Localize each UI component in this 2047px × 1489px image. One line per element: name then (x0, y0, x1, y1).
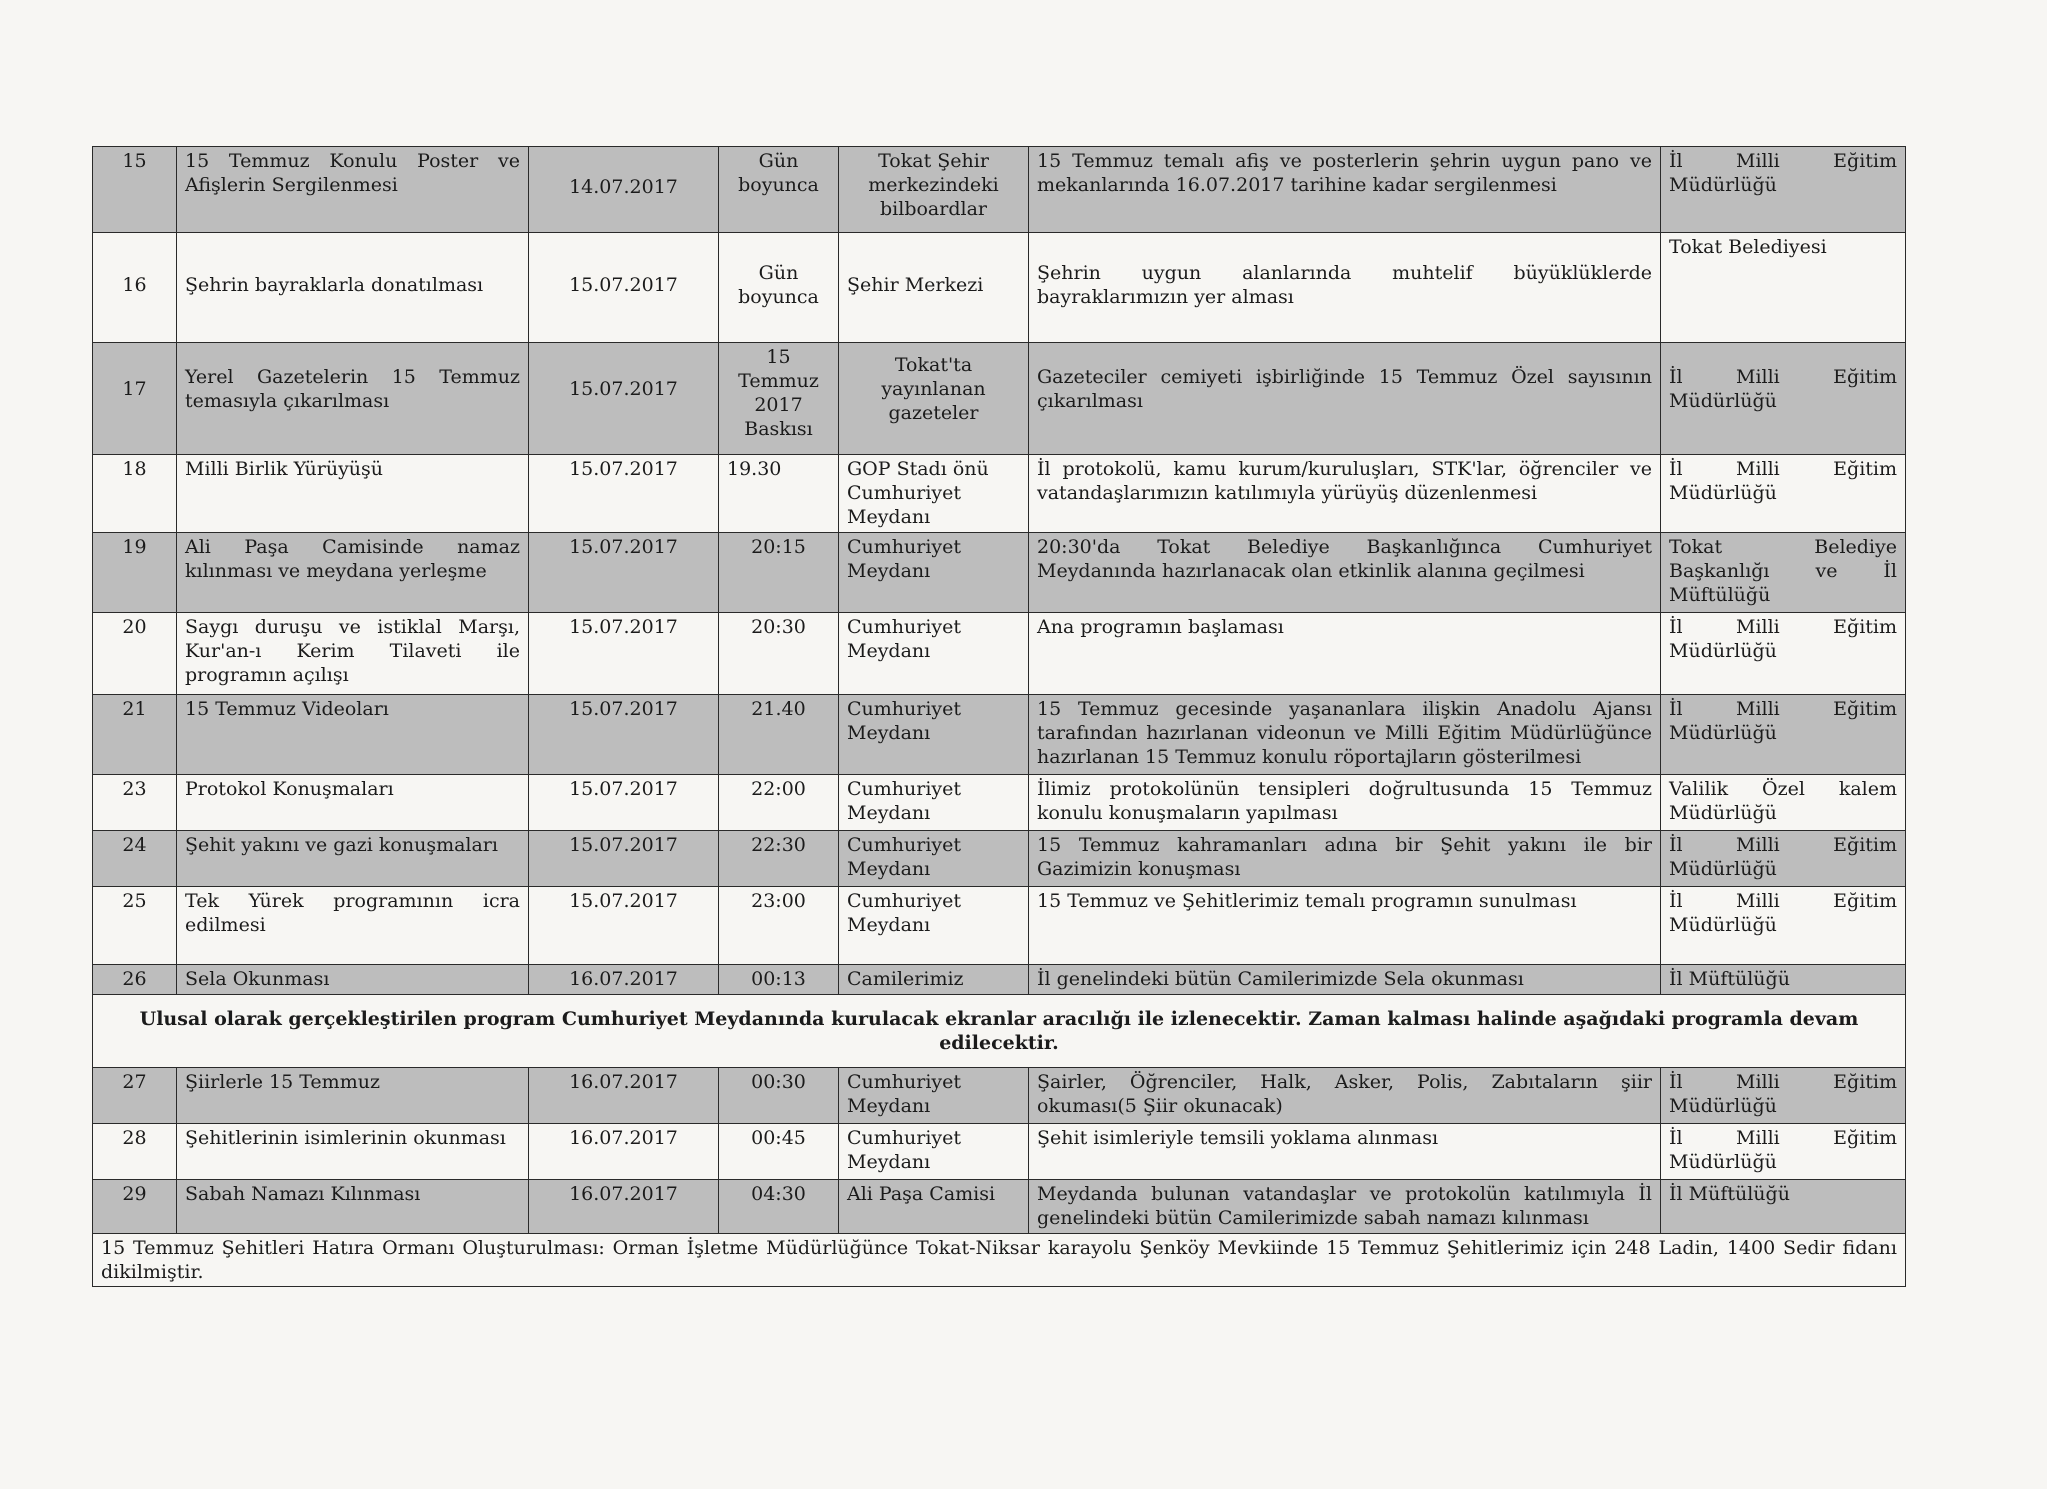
table-row (93, 533, 1906, 613)
activity-cell: Şehit yakını ve gazi konuşmaları (177, 831, 529, 887)
description-cell: Meydanda bulunan vatandaşlar ve protokolün katılımıyla İl genelindeki bütün Camilerimizde sabah namazı kılınması (1029, 1180, 1661, 1234)
description-cell: Gazeteciler cemiyeti işbirliğinde 15 Temmuz Özel sayısının çıkarılması (1029, 343, 1661, 455)
description-cell: İl genelindeki bütün Camilerimizde Sela okunması (1029, 965, 1661, 995)
description-cell: İlimiz protokolünün tensipleri doğrultusunda 15 Temmuz konulu konuşmaların yapılması (1029, 775, 1661, 831)
time-cell: 20:30 (719, 613, 839, 695)
responsible-cell: İl Milli Eğitim Müdürlüğü (1661, 613, 1906, 695)
place-cell: Cumhuriyet Meydanı (839, 613, 1029, 695)
national-program-banner: Ulusal olarak gerçekleştirilen program Cumhuriyet Meydanında kurulacak ekranlar aracılığı ile izlenecektir. Zaman kalması halinde aşağıdaki programla devam edilecektir. (93, 995, 1906, 1068)
description-cell: İl protokolü, kamu kurum/kuruluşları, STK'lar, öğrenciler ve vatandaşlarımızın katılımıyla yürüyüş düzenlenmesi (1029, 455, 1661, 533)
row-number: 25 (93, 887, 177, 965)
time-cell: 04:30 (719, 1180, 839, 1234)
table-row (93, 965, 1906, 995)
time-cell: 23:00 (719, 887, 839, 965)
row-number: 28 (93, 1124, 177, 1180)
activity-cell: 15 Temmuz Videoları (177, 695, 529, 775)
date-cell: 16.07.2017 (529, 1180, 719, 1234)
table-row (93, 831, 1906, 887)
responsible-cell: İl Müftülüğü (1661, 965, 1906, 995)
responsible-cell: Tokat Belediye Başkanlığı ve İl Müftülüğü (1661, 533, 1906, 613)
responsible-cell: İl Milli Eğitim Müdürlüğü (1661, 887, 1906, 965)
description-cell: Şairler, Öğrenciler, Halk, Asker, Polis, Zabıtaların şiir okuması(5 Şiir okunacak) (1029, 1068, 1661, 1124)
time-cell: 15 Temmuz 2017 Baskısı (719, 343, 839, 455)
place-cell: Tokat'ta yayınlanan gazeteler (839, 343, 1029, 455)
description-cell: 15 Temmuz ve Şehitlerimiz temalı programın sunulması (1029, 887, 1661, 965)
time-cell: 19.30 (719, 455, 839, 533)
activity-cell: Sela Okunması (177, 965, 529, 995)
activity-cell: Ali Paşa Camisinde namaz kılınması ve meydana yerleşme (177, 533, 529, 613)
place-cell: Cumhuriyet Meydanı (839, 1124, 1029, 1180)
date-cell: 14.07.2017 (529, 147, 719, 233)
time-cell: Gün boyunca (719, 233, 839, 343)
activity-cell: Şiirlerle 15 Temmuz (177, 1068, 529, 1124)
date-cell: 15.07.2017 (529, 695, 719, 775)
date-cell: 15.07.2017 (529, 831, 719, 887)
time-cell: 00:13 (719, 965, 839, 995)
row-number: 29 (93, 1180, 177, 1234)
date-cell: 16.07.2017 (529, 1124, 719, 1180)
row-number: 27 (93, 1068, 177, 1124)
responsible-cell: Tokat Belediyesi (1661, 233, 1906, 343)
time-cell: 20:15 (719, 533, 839, 613)
row-number: 15 (93, 147, 177, 233)
place-cell: Cumhuriyet Meydanı (839, 695, 1029, 775)
row-number: 16 (93, 233, 177, 343)
date-cell: 16.07.2017 (529, 1068, 719, 1124)
date-cell: 15.07.2017 (529, 455, 719, 533)
responsible-cell: İl Müftülüğü (1661, 1180, 1906, 1234)
place-cell: Tokat Şehir merkezindeki bilboardlar (839, 147, 1029, 233)
time-cell: 21.40 (719, 695, 839, 775)
description-cell: Ana programın başlaması (1029, 613, 1661, 695)
table-row (93, 887, 1906, 965)
responsible-cell: İl Milli Eğitim Müdürlüğü (1661, 1124, 1906, 1180)
memorial-forest-note: 15 Temmuz Şehitleri Hatıra Ormanı Oluşturulması: Orman İşletme Müdürlüğünce Tokat-Niksar karayolu Şenköy Mevkiinde 15 Temmuz Şehitlerimiz için 248 Ladin, 1400 Sedir fidanı dikilmiştir. (93, 1234, 1906, 1287)
description-cell: 15 Temmuz temalı afiş ve posterlerin şehrin uygun pano ve mekanlarında 16.07.2017 tarihine kadar sergilenmesi (1029, 147, 1661, 233)
table-row (93, 613, 1906, 695)
responsible-cell: İl Milli Eğitim Müdürlüğü (1661, 455, 1906, 533)
activity-cell: Milli Birlik Yürüyüşü (177, 455, 529, 533)
responsible-cell: İl Milli Eğitim Müdürlüğü (1661, 343, 1906, 455)
table-row (93, 695, 1906, 775)
table-row (93, 233, 1906, 343)
place-cell: GOP Stadı önü Cumhuriyet Meydanı (839, 455, 1029, 533)
activity-cell: Yerel Gazetelerin 15 Temmuz temasıyla çıkarılması (177, 343, 529, 455)
date-cell: 15.07.2017 (529, 533, 719, 613)
row-number: 26 (93, 965, 177, 995)
place-cell: Cumhuriyet Meydanı (839, 887, 1029, 965)
place-cell: Cumhuriyet Meydanı (839, 775, 1029, 831)
place-cell: Camilerimiz (839, 965, 1029, 995)
date-cell: 15.07.2017 (529, 233, 719, 343)
responsible-cell: İl Milli Eğitim Müdürlüğü (1661, 831, 1906, 887)
table-row (93, 775, 1906, 831)
table-row (93, 343, 1906, 455)
row-number: 20 (93, 613, 177, 695)
row-number: 17 (93, 343, 177, 455)
activity-cell: Şehrin bayraklarla donatılması (177, 233, 529, 343)
activity-cell: Tek Yürek programının icra edilmesi (177, 887, 529, 965)
activity-cell: Protokol Konuşmaları (177, 775, 529, 831)
description-cell: 20:30'da Tokat Belediye Başkanlığınca Cumhuriyet Meydanında hazırlanacak olan etkinlik alanına geçilmesi (1029, 533, 1661, 613)
table-row (93, 1124, 1906, 1180)
place-cell: Ali Paşa Camisi (839, 1180, 1029, 1234)
row-number: 19 (93, 533, 177, 613)
time-cell: 22:00 (719, 775, 839, 831)
row-number: 18 (93, 455, 177, 533)
table-row (93, 455, 1906, 533)
table-row (93, 1068, 1906, 1124)
place-cell: Şehir Merkezi (839, 233, 1029, 343)
row-number: 24 (93, 831, 177, 887)
program-table (92, 146, 1906, 1287)
place-cell: Cumhuriyet Meydanı (839, 831, 1029, 887)
banner-row (93, 995, 1906, 1068)
time-cell: 00:30 (719, 1068, 839, 1124)
row-number: 21 (93, 695, 177, 775)
program-document (92, 146, 1905, 1287)
table-row (93, 147, 1906, 233)
date-cell: 15.07.2017 (529, 887, 719, 965)
time-cell: 00:45 (719, 1124, 839, 1180)
place-cell: Cumhuriyet Meydanı (839, 1068, 1029, 1124)
responsible-cell: İl Milli Eğitim Müdürlüğü (1661, 695, 1906, 775)
description-cell: Şehit isimleriyle temsili yoklama alınması (1029, 1124, 1661, 1180)
time-cell: 22:30 (719, 831, 839, 887)
time-cell: Gün boyunca (719, 147, 839, 233)
date-cell: 15.07.2017 (529, 775, 719, 831)
responsible-cell: İl Milli Eğitim Müdürlüğü (1661, 147, 1906, 233)
date-cell: 15.07.2017 (529, 343, 719, 455)
description-cell: 15 Temmuz kahramanları adına bir Şehit yakını ile bir Gazimizin konuşması (1029, 831, 1661, 887)
row-number: 23 (93, 775, 177, 831)
footer-row (93, 1234, 1906, 1287)
table-row (93, 1180, 1906, 1234)
activity-cell: Sabah Namazı Kılınması (177, 1180, 529, 1234)
date-cell: 15.07.2017 (529, 613, 719, 695)
description-cell: 15 Temmuz gecesinde yaşananlara ilişkin Anadolu Ajansı tarafından hazırlanan videonun ve Milli Eğitim Müdürlüğünce hazırlanan 15 Temmuz konulu röportajların gösterilmesi (1029, 695, 1661, 775)
activity-cell: Şehitlerinin isimlerinin okunması (177, 1124, 529, 1180)
program-table-body (93, 147, 1906, 1287)
responsible-cell: Valilik Özel kalem Müdürlüğü (1661, 775, 1906, 831)
activity-cell: Saygı duruşu ve istiklal Marşı, Kur'an-ı Kerim Tilaveti ile programın açılışı (177, 613, 529, 695)
date-cell: 16.07.2017 (529, 965, 719, 995)
description-cell: Şehrin uygun alanlarında muhtelif büyüklüklerde bayraklarımızın yer alması (1029, 233, 1661, 343)
responsible-cell: İl Milli Eğitim Müdürlüğü (1661, 1068, 1906, 1124)
activity-cell: 15 Temmuz Konulu Poster ve Afişlerin Sergilenmesi (177, 147, 529, 233)
place-cell: Cumhuriyet Meydanı (839, 533, 1029, 613)
